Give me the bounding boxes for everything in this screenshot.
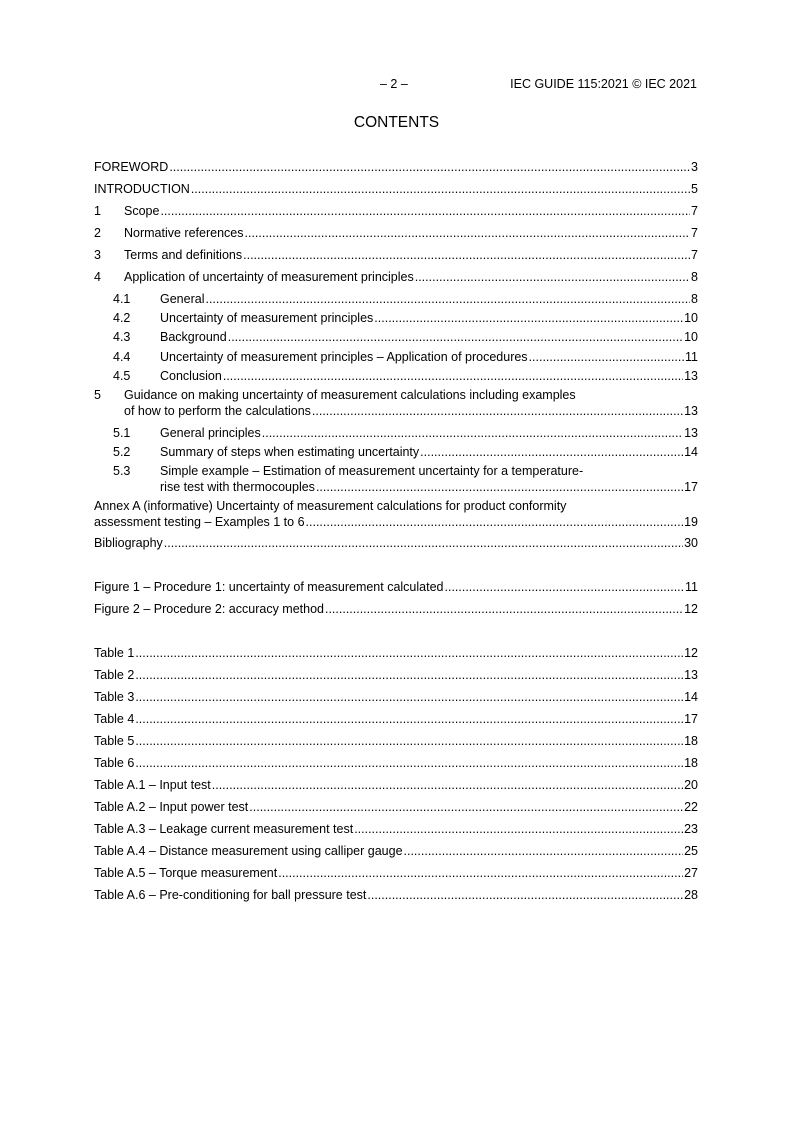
figure-entry[interactable] [94,579,698,595]
toc-entry-page: 13 [684,426,698,440]
table-entry[interactable] [94,755,698,771]
toc-entry-number: 4 [94,270,101,284]
dot-leader [160,203,690,219]
toc-entry-text: Guidance on making uncertainty of measurement calculations including examples [124,388,576,402]
toc-entry-text: INTRODUCTION [94,182,190,196]
toc-entry-5-1[interactable] [94,425,698,441]
toc-entry-number: 5.1 [113,426,131,440]
figure-entry-text: Figure 1 – Procedure 1: uncertainty of measurement calculated [94,580,444,594]
table-entry-text: Table A.1 – Input test [94,778,211,792]
toc-entry-text: Summary of steps when estimating uncertainty [160,445,420,459]
table-entry-text: Table 3 [94,690,135,704]
contents-title: CONTENTS [353,114,440,131]
standard-header: IEC GUIDE 115:2021 © IEC 2021 [510,77,697,91]
dot-leader [135,689,683,705]
dot-leader [306,514,684,530]
figure-entry[interactable] [94,601,698,617]
toc-entry-number: 1 [94,204,101,218]
table-entry-text: Table 6 [94,756,135,770]
table-entry-page: 13 [684,668,698,682]
toc-entry-foreword[interactable] [94,159,698,175]
toc-entry-text: General principles [160,426,261,440]
dot-leader [135,667,683,683]
table-entry-text: Table 5 [94,734,135,748]
toc-entry-text: Normative references [124,226,244,240]
dot-leader [169,159,690,175]
toc-entry-page: 10 [684,330,698,344]
table-entry[interactable] [94,799,698,815]
toc-entry-4-5[interactable] [94,368,698,384]
toc-entry-page: 5 [691,182,698,196]
toc-entry-text: Conclusion [160,369,222,383]
dot-leader [223,368,683,384]
toc-entry-4[interactable] [94,269,698,285]
table-entry[interactable] [94,711,698,727]
table-entry-text: Table A.3 – Leakage current measurement test [94,822,354,836]
dot-leader [404,843,684,859]
table-entry[interactable] [94,667,698,683]
toc-entry-5-3[interactable] [94,463,698,495]
table-entry-page: 18 [684,734,698,748]
toc-entry-bibliography[interactable] [94,535,698,551]
dot-leader [278,865,683,881]
toc-entry-text: Bibliography [94,536,163,550]
table-entry-page: 17 [684,712,698,726]
table-entry-text: Table 1 [94,646,135,660]
toc-entry-number: 4.4 [113,350,131,364]
table-entry-page: 27 [684,866,698,880]
toc-entry-text: Scope [124,204,160,218]
table-entry-text: Table 2 [94,668,135,682]
toc-entry-number: 5.2 [113,445,131,459]
toc-entry-number: 5 [94,388,101,402]
table-entry-page: 25 [684,844,698,858]
toc-entry-number: 5.3 [113,464,131,478]
table-entry[interactable] [94,733,698,749]
dot-leader [316,479,683,495]
dot-leader [212,777,683,793]
table-entry[interactable] [94,865,698,881]
dot-leader [243,247,690,263]
dot-leader [205,291,690,307]
toc-entry-page: 30 [684,536,698,550]
toc-entry-4-2[interactable] [94,310,698,326]
table-entry-page: 18 [684,756,698,770]
toc-entry-annex-a[interactable] [94,498,698,530]
dot-leader [245,225,691,241]
toc-entry-number: 4.1 [113,292,131,306]
toc-entry-4-4[interactable] [94,349,698,365]
toc-entry-page: 7 [691,226,698,240]
toc-entry-number: 4.5 [113,369,131,383]
toc-entry-number: 3 [94,248,101,262]
toc-entry-number: 2 [94,226,101,240]
toc-entry-number: 4.3 [113,330,131,344]
toc-entry-text: Terms and definitions [124,248,243,262]
dot-leader [191,181,690,197]
table-entry-page: 12 [684,646,698,660]
table-entry[interactable] [94,843,698,859]
table-entry-text: Table A.6 – Pre-conditioning for ball pressure test [94,888,367,902]
dot-leader [228,329,683,345]
dot-leader [135,711,683,727]
table-entry-text: Table A.2 – Input power test [94,800,249,814]
table-entry-page: 14 [684,690,698,704]
dot-leader [249,799,683,815]
dot-leader [367,887,683,903]
toc-entry-page: 13 [684,369,698,383]
dot-leader [135,733,683,749]
table-entry[interactable] [94,689,698,705]
toc-entry-page: 11 [685,350,698,364]
toc-entry-page: 14 [684,445,698,459]
dot-leader [312,403,683,419]
toc-entry-text-cont: rise test with thermocouples [160,480,315,494]
dot-leader [374,310,683,326]
toc-entry-page: 13 [684,404,698,418]
toc-entry-page: 17 [684,480,698,494]
toc-entry-introduction[interactable] [94,181,698,197]
figure-entry-text: Figure 2 – Procedure 2: accuracy method [94,602,324,616]
toc-entry-text: Simple example – Estimation of measurement uncertainty for a temperature- [160,464,584,478]
page-number-header: – 2 – [380,77,408,91]
toc-entry-page: 8 [691,270,698,284]
table-entry[interactable] [94,777,698,793]
toc-entry-text: Annex A (informative) Uncertainty of measurement calculations for product conformity [94,499,567,513]
table-entry-page: 28 [684,888,698,902]
dot-leader [164,535,683,551]
dot-leader [135,645,683,661]
toc-entry-text: Uncertainty of measurement principles – Application of procedures [160,350,528,364]
table-entry-page: 23 [684,822,698,836]
toc-entry-5-2[interactable] [94,444,698,460]
table-entry[interactable] [94,645,698,661]
figure-entry-page: 12 [684,602,698,616]
toc-entry-page: 8 [691,292,698,306]
toc-entry-page: 10 [684,311,698,325]
dot-leader [445,579,685,595]
dot-leader [325,601,683,617]
toc-entry-4-3[interactable] [94,329,698,345]
toc-entry-text: General [160,292,205,306]
dot-leader [135,755,683,771]
toc-entry-text: Background [160,330,227,344]
table-entry-text: Table A.5 – Torque measurement [94,866,278,880]
toc-entry-page: 7 [691,204,698,218]
toc-entry-2[interactable] [94,225,698,241]
toc-entry-page: 3 [691,160,698,174]
toc-entry-4-1[interactable] [94,291,698,307]
toc-entry-text: Uncertainty of measurement principles [160,311,374,325]
table-entry[interactable] [94,821,698,837]
toc-entry-text: FOREWORD [94,160,169,174]
table-entry-page: 20 [684,778,698,792]
dot-leader [262,425,683,441]
toc-entry-1[interactable] [94,203,698,219]
table-entry-page: 22 [684,800,698,814]
dot-leader [415,269,690,285]
table-entry[interactable] [94,887,698,903]
toc-entry-number: 4.2 [113,311,131,325]
table-entry-text: Table A.4 – Distance measurement using calliper gauge [94,844,403,858]
toc-entry-page: 7 [691,248,698,262]
dot-leader [529,349,684,365]
toc-entry-text-cont: of how to perform the calculations [124,404,311,418]
toc-entry-text-cont: assessment testing – Examples 1 to 6 [94,515,305,529]
dot-leader [354,821,683,837]
toc-entry-5[interactable] [94,387,698,419]
toc-entry-3[interactable] [94,247,698,263]
figure-entry-page: 11 [685,580,698,594]
dot-leader [420,444,683,460]
toc-entry-page: 19 [684,515,698,529]
table-entry-text: Table 4 [94,712,135,726]
toc-entry-text: Application of uncertainty of measurement principles [124,270,414,284]
